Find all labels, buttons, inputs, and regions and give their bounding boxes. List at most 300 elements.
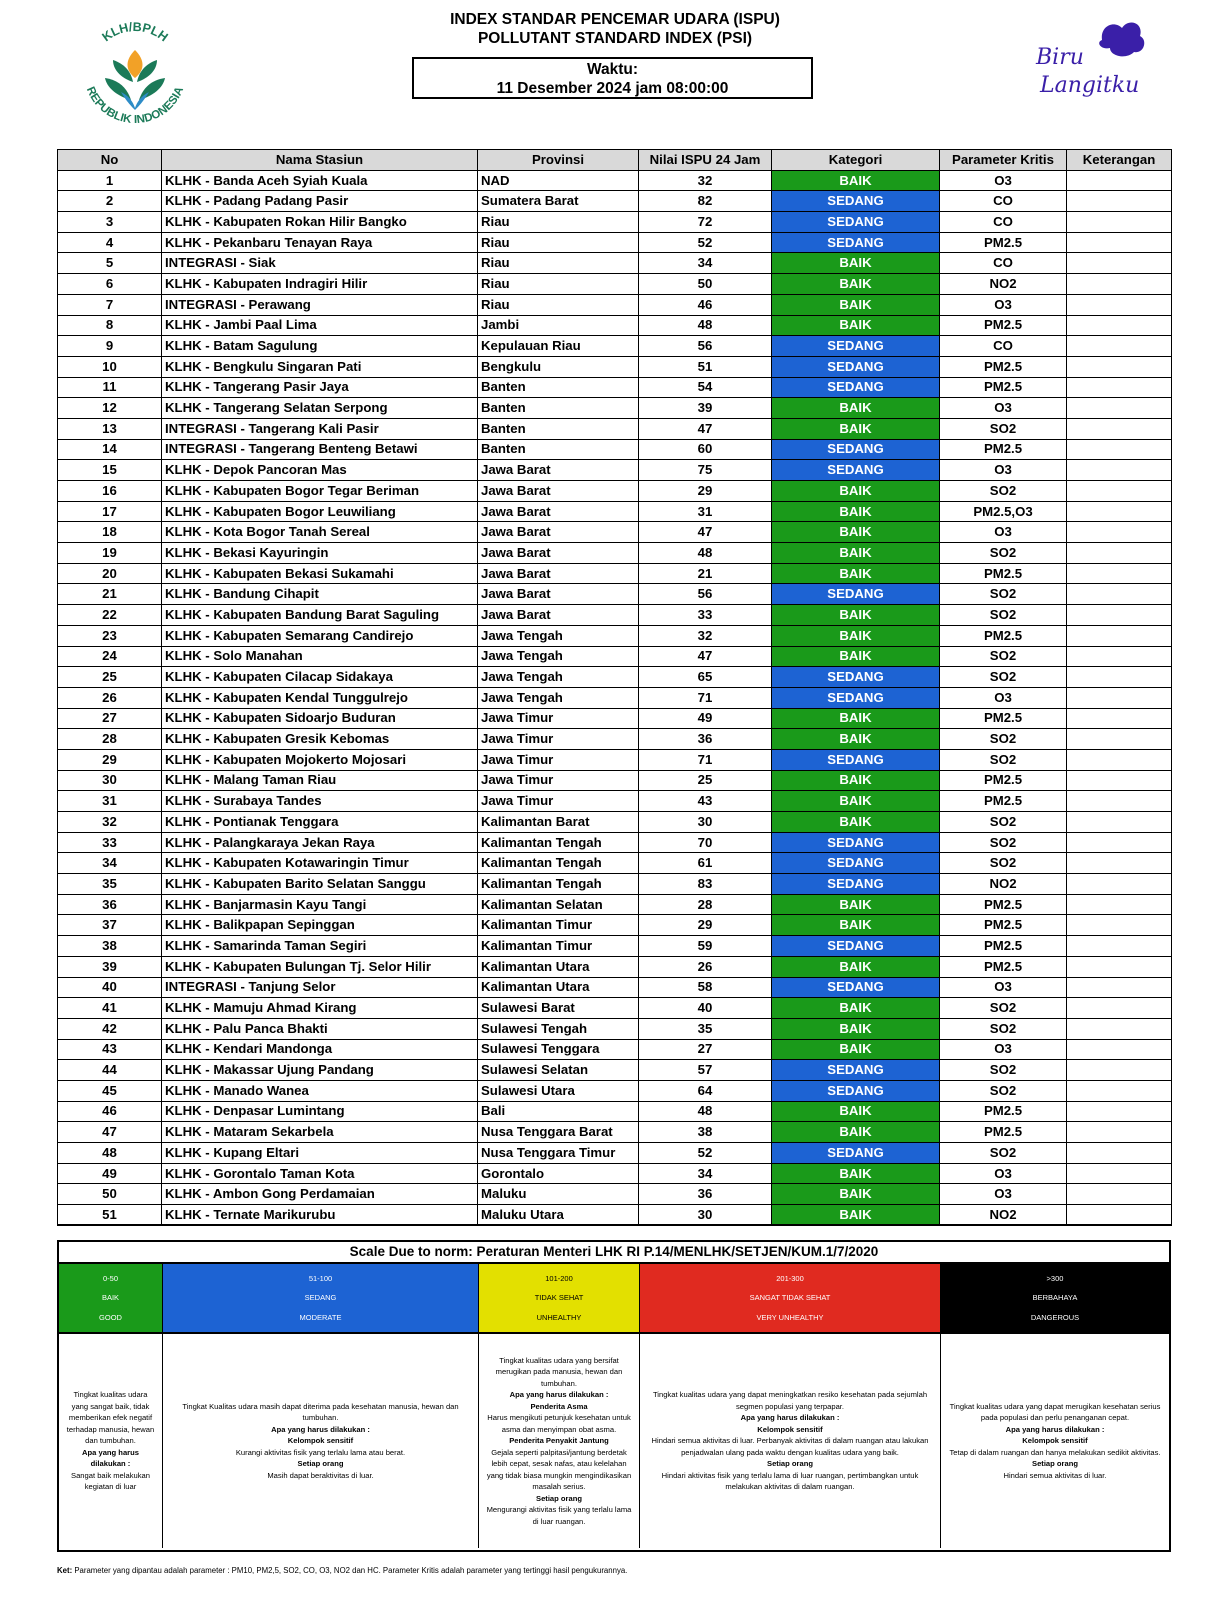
scale-level: [163, 1264, 479, 1332]
cell-nilai-ispu: 36: [639, 1184, 772, 1205]
cell-kategori: BAIK: [772, 729, 940, 750]
scale-levels: [59, 1264, 1169, 1334]
cell-nama-stasiun: INTEGRASI - Perawang: [162, 294, 478, 315]
cell-kategori: BAIK: [772, 170, 940, 191]
table-row: [58, 315, 1172, 336]
time-label: Waktu:: [586, 61, 639, 78]
cell-nilai-ispu: 52: [639, 232, 772, 253]
cell-kategori: BAIK: [772, 274, 940, 295]
table-row: [58, 170, 1172, 191]
table-row: [58, 687, 1172, 708]
cell-keterangan: [1067, 543, 1172, 564]
cell-parameter-kritis: SO2: [940, 667, 1067, 688]
cell-keterangan: [1067, 1122, 1172, 1143]
cell-keterangan: [1067, 956, 1172, 977]
cell-keterangan: [1067, 356, 1172, 377]
scale-level-english: GOOD: [99, 1312, 122, 1322]
table-body: [58, 170, 1172, 1225]
scale-level-range: 201-300: [776, 1274, 804, 1284]
cell-keterangan: [1067, 501, 1172, 522]
cell-kategori: SEDANG: [772, 667, 940, 688]
cell-nilai-ispu: 43: [639, 791, 772, 812]
cell-provinsi: Kalimantan Utara: [478, 956, 639, 977]
cell-kategori: BAIK: [772, 915, 940, 936]
scale-level-name: BAIK: [101, 1293, 120, 1303]
cell-kategori: SEDANG: [772, 1060, 940, 1081]
cell-kategori: SEDANG: [772, 749, 940, 770]
cell-parameter-kritis: O3: [940, 1039, 1067, 1060]
cell-kategori: SEDANG: [772, 356, 940, 377]
cell-parameter-kritis: PM2.5: [940, 915, 1067, 936]
table-row: [58, 1101, 1172, 1122]
cell-keterangan: [1067, 191, 1172, 212]
description-line: Sangat baik melakukan kegiatan di luar: [71, 1470, 150, 1492]
cell-keterangan: [1067, 1101, 1172, 1122]
cell-nama-stasiun: KLHK - Bandung Cihapit: [162, 584, 478, 605]
scale-level: [59, 1264, 163, 1332]
table-row: [58, 936, 1172, 957]
cell-kategori: BAIK: [772, 605, 940, 626]
scale-level-english: MODERATE: [299, 1312, 342, 1322]
cell-keterangan: [1067, 1205, 1172, 1226]
cell-kategori: BAIK: [772, 1122, 940, 1143]
cell-parameter-kritis: CO: [940, 336, 1067, 357]
cell-keterangan: [1067, 874, 1172, 895]
cell-keterangan: [1067, 336, 1172, 357]
cell-nama-stasiun: KLHK - Kabupaten Barito Selatan Sanggu: [162, 874, 478, 895]
cell-nilai-ispu: 52: [639, 1143, 772, 1164]
cell-parameter-kritis: PM2.5: [940, 791, 1067, 812]
cell-nama-stasiun: KLHK - Tangerang Selatan Serpong: [162, 398, 478, 419]
cell-nama-stasiun: KLHK - Ambon Gong Perdamaian: [162, 1184, 478, 1205]
cell-keterangan: [1067, 791, 1172, 812]
cell-nama-stasiun: KLHK - Kendari Mandonga: [162, 1039, 478, 1060]
cell-kategori: SEDANG: [772, 212, 940, 233]
table-row: [58, 253, 1172, 274]
cell-no: 25: [58, 667, 162, 688]
cell-nama-stasiun: KLHK - Balikpapan Sepinggan: [162, 915, 478, 936]
table-row: [58, 356, 1172, 377]
cell-keterangan: [1067, 646, 1172, 667]
scale-description: [941, 1334, 1169, 1548]
cell-nilai-ispu: 47: [639, 646, 772, 667]
cell-no: 34: [58, 853, 162, 874]
scale-description: [163, 1334, 479, 1548]
cell-provinsi: Maluku Utara: [478, 1205, 639, 1226]
cell-nama-stasiun: KLHK - Kabupaten Cilacap Sidakaya: [162, 667, 478, 688]
cell-no: 22: [58, 605, 162, 626]
cell-nilai-ispu: 33: [639, 605, 772, 626]
cell-nama-stasiun: KLHK - Depok Pancoran Mas: [162, 460, 478, 481]
cell-no: 7: [58, 294, 162, 315]
cell-kategori: SEDANG: [772, 936, 940, 957]
cell-provinsi: Jawa Barat: [478, 605, 639, 626]
table-row: [58, 377, 1172, 398]
description-line: Apa yang harus dilakukan :: [1005, 1424, 1105, 1434]
table-row: [58, 812, 1172, 833]
page-title: [400, 10, 830, 48]
cell-no: 10: [58, 356, 162, 377]
cell-keterangan: [1067, 853, 1172, 874]
scale-descriptions: [59, 1334, 1169, 1548]
cell-nilai-ispu: 30: [639, 812, 772, 833]
cell-parameter-kritis: SO2: [940, 646, 1067, 667]
cell-kategori: BAIK: [772, 563, 940, 584]
title-ispu: INDEX STANDAR PENCEMAR UDARA (ISPU): [450, 11, 780, 28]
cell-keterangan: [1067, 749, 1172, 770]
cell-nilai-ispu: 29: [639, 915, 772, 936]
description-line: Setiap orang: [767, 1459, 813, 1469]
cell-keterangan: [1067, 315, 1172, 336]
cell-parameter-kritis: PM2.5: [940, 563, 1067, 584]
scale-level-name: SEDANG: [304, 1293, 337, 1303]
cell-nama-stasiun: KLHK - Solo Manahan: [162, 646, 478, 667]
cell-nilai-ispu: 82: [639, 191, 772, 212]
cell-nilai-ispu: 59: [639, 936, 772, 957]
cell-no: 30: [58, 770, 162, 791]
cell-provinsi: Jawa Barat: [478, 481, 639, 502]
cell-nilai-ispu: 48: [639, 315, 772, 336]
cell-provinsi: Jawa Barat: [478, 543, 639, 564]
table-row: [58, 274, 1172, 295]
cell-parameter-kritis: O3: [940, 398, 1067, 419]
cell-nilai-ispu: 28: [639, 894, 772, 915]
table-row: [58, 998, 1172, 1019]
cell-provinsi: Riau: [478, 274, 639, 295]
description-line: Apa yang harus dilakukan :: [271, 1424, 370, 1434]
cell-nilai-ispu: 60: [639, 439, 772, 460]
cell-no: 26: [58, 687, 162, 708]
scale-level-range: 101-200: [545, 1274, 573, 1284]
col-header-provinsi: Provinsi: [478, 150, 639, 171]
cell-parameter-kritis: O3: [940, 687, 1067, 708]
cell-parameter-kritis: NO2: [940, 1205, 1067, 1226]
cell-kategori: BAIK: [772, 708, 940, 729]
cell-nilai-ispu: 57: [639, 1060, 772, 1081]
cell-nama-stasiun: KLHK - Kabupaten Bogor Tegar Beriman: [162, 481, 478, 502]
cell-kategori: BAIK: [772, 253, 940, 274]
scale-description: [640, 1334, 941, 1548]
scale-level-english: UNHEALTHY: [536, 1312, 582, 1322]
cell-nama-stasiun: INTEGRASI - Siak: [162, 253, 478, 274]
cell-no: 14: [58, 439, 162, 460]
cell-provinsi: Riau: [478, 212, 639, 233]
table-row: [58, 832, 1172, 853]
cell-parameter-kritis: O3: [940, 170, 1067, 191]
cell-provinsi: Jawa Barat: [478, 563, 639, 584]
cell-nama-stasiun: INTEGRASI - Tanjung Selor: [162, 977, 478, 998]
scale-description: [59, 1334, 163, 1548]
cell-nama-stasiun: KLHK - Kota Bogor Tanah Sereal: [162, 522, 478, 543]
cell-nilai-ispu: 21: [639, 563, 772, 584]
cell-keterangan: [1067, 398, 1172, 419]
cell-parameter-kritis: NO2: [940, 874, 1067, 895]
cell-nilai-ispu: 50: [639, 274, 772, 295]
description-line: Harus mengikuti petunjuk kesehatan untuk asma dan menyimpan obat asma.: [487, 1413, 631, 1434]
cell-provinsi: Jawa Barat: [478, 584, 639, 605]
cell-nilai-ispu: 32: [639, 170, 772, 191]
cell-no: 46: [58, 1101, 162, 1122]
cell-no: 50: [58, 1184, 162, 1205]
description-line: Apa yang harus dilakukan :: [82, 1447, 139, 1469]
cell-kategori: BAIK: [772, 1039, 940, 1060]
cell-keterangan: [1067, 294, 1172, 315]
cell-provinsi: Sulawesi Selatan: [478, 1060, 639, 1081]
table-row: [58, 956, 1172, 977]
scale-level: [941, 1264, 1169, 1332]
cell-parameter-kritis: SO2: [940, 1080, 1067, 1101]
description-line: Mengurangi aktivitas fisik yang terlalu lama di luar ruangan.: [486, 1505, 632, 1526]
cell-provinsi: Banten: [478, 418, 639, 439]
cell-parameter-kritis: SO2: [940, 418, 1067, 439]
cell-provinsi: Kalimantan Utara: [478, 977, 639, 998]
cell-no: 37: [58, 915, 162, 936]
time-box: [412, 57, 813, 99]
cell-parameter-kritis: PM2.5: [940, 1101, 1067, 1122]
cell-kategori: BAIK: [772, 770, 940, 791]
cell-parameter-kritis: SO2: [940, 812, 1067, 833]
cell-no: 51: [58, 1205, 162, 1226]
cell-nilai-ispu: 48: [639, 1101, 772, 1122]
cell-no: 24: [58, 646, 162, 667]
cell-kategori: BAIK: [772, 1018, 940, 1039]
cell-provinsi: Kalimantan Timur: [478, 936, 639, 957]
cell-parameter-kritis: O3: [940, 1184, 1067, 1205]
logo-text-bottom: REPUBLIK INDONESIA: [83, 85, 187, 127]
cell-kategori: SEDANG: [772, 460, 940, 481]
cell-keterangan: [1067, 812, 1172, 833]
cell-keterangan: [1067, 687, 1172, 708]
scale-level-name: BERBAHAYA: [1032, 1293, 1078, 1303]
cell-parameter-kritis: PM2.5: [940, 708, 1067, 729]
cell-nilai-ispu: 26: [639, 956, 772, 977]
cell-no: 43: [58, 1039, 162, 1060]
cell-keterangan: [1067, 274, 1172, 295]
description-line: Gejala seperti palpitasi/jantung berdetak lebih cepat, sesak nafas, atau kelelahan yang tidak biasa mungkin mengindikasikan masalah serius.: [486, 1447, 632, 1492]
cell-no: 5: [58, 253, 162, 274]
logo-text-line2: Langitku: [1040, 73, 1140, 98]
logo-text-top: KLH/BPLH: [99, 19, 171, 45]
cell-parameter-kritis: SO2: [940, 832, 1067, 853]
cell-keterangan: [1067, 439, 1172, 460]
cell-no: 15: [58, 460, 162, 481]
cell-parameter-kritis: SO2: [940, 605, 1067, 626]
cell-no: 2: [58, 191, 162, 212]
cell-parameter-kritis: O3: [940, 294, 1067, 315]
description-line: Hindari aktivitas fisik yang terlalu lama di luar ruangan, pertimbangkan untuk melakukan aktivitas di dalam ruangan.: [661, 1470, 919, 1492]
description-line: Kelompok sensitif: [287, 1436, 354, 1446]
table-row: [58, 584, 1172, 605]
table-row: [58, 1039, 1172, 1060]
cell-provinsi: Maluku: [478, 1184, 639, 1205]
cell-kategori: BAIK: [772, 1163, 940, 1184]
cell-no: 27: [58, 708, 162, 729]
cell-nilai-ispu: 58: [639, 977, 772, 998]
cell-nilai-ispu: 64: [639, 1080, 772, 1101]
cell-provinsi: Kalimantan Selatan: [478, 894, 639, 915]
col-header-parameter-kritis: Parameter Kritis: [940, 150, 1067, 171]
cell-kategori: SEDANG: [772, 832, 940, 853]
cell-nama-stasiun: KLHK - Bekasi Kayuringin: [162, 543, 478, 564]
cell-kategori: SEDANG: [772, 853, 940, 874]
cell-nilai-ispu: 34: [639, 253, 772, 274]
biru-langitku-logo: [1030, 14, 1150, 104]
cell-provinsi: Jawa Barat: [478, 460, 639, 481]
cell-no: 47: [58, 1122, 162, 1143]
cell-nilai-ispu: 40: [639, 998, 772, 1019]
cell-keterangan: [1067, 481, 1172, 502]
cell-nama-stasiun: KLHK - Tangerang Pasir Jaya: [162, 377, 478, 398]
cell-no: 16: [58, 481, 162, 502]
cell-nama-stasiun: KLHK - Gorontalo Taman Kota: [162, 1163, 478, 1184]
cell-no: 4: [58, 232, 162, 253]
cell-nilai-ispu: 36: [639, 729, 772, 750]
table-row: [58, 729, 1172, 750]
table-row: [58, 563, 1172, 584]
cell-provinsi: Sulawesi Tenggara: [478, 1039, 639, 1060]
cell-kategori: BAIK: [772, 646, 940, 667]
cell-nama-stasiun: KLHK - Jambi Paal Lima: [162, 315, 478, 336]
cell-nilai-ispu: 72: [639, 212, 772, 233]
table-row: [58, 874, 1172, 895]
description-line: Hindari semua aktivitas di luar.: [1003, 1470, 1107, 1480]
cell-no: 13: [58, 418, 162, 439]
col-header-kategori: Kategori: [772, 150, 940, 171]
cell-no: 6: [58, 274, 162, 295]
cell-nilai-ispu: 34: [639, 1163, 772, 1184]
cell-nilai-ispu: 25: [639, 770, 772, 791]
cell-keterangan: [1067, 998, 1172, 1019]
cell-no: 18: [58, 522, 162, 543]
cell-keterangan: [1067, 563, 1172, 584]
cell-kategori: BAIK: [772, 1101, 940, 1122]
description-line: Penderita Asma: [530, 1401, 588, 1411]
cell-keterangan: [1067, 418, 1172, 439]
description-line: Apa yang harus dilakukan :: [509, 1390, 609, 1400]
cell-no: 28: [58, 729, 162, 750]
cell-parameter-kritis: PM2.5,O3: [940, 501, 1067, 522]
cell-kategori: BAIK: [772, 812, 940, 833]
cell-no: 8: [58, 315, 162, 336]
cell-keterangan: [1067, 1060, 1172, 1081]
cell-parameter-kritis: PM2.5: [940, 315, 1067, 336]
cell-parameter-kritis: PM2.5: [940, 894, 1067, 915]
table-row: [58, 543, 1172, 564]
cell-nilai-ispu: 39: [639, 398, 772, 419]
description-line: Kelompok sensitif: [757, 1424, 823, 1434]
cell-kategori: BAIK: [772, 1205, 940, 1226]
cell-parameter-kritis: SO2: [940, 1018, 1067, 1039]
cell-nama-stasiun: KLHK - Kabupaten Gresik Kebomas: [162, 729, 478, 750]
table-row: [58, 791, 1172, 812]
cell-parameter-kritis: SO2: [940, 749, 1067, 770]
cell-no: 9: [58, 336, 162, 357]
cell-nama-stasiun: KLHK - Denpasar Lumintang: [162, 1101, 478, 1122]
scale-level-english: DANGEROUS: [1030, 1312, 1080, 1322]
logo-text-line1: Biru: [1036, 45, 1084, 70]
cell-provinsi: Jawa Barat: [478, 522, 639, 543]
cell-keterangan: [1067, 584, 1172, 605]
cell-no: 33: [58, 832, 162, 853]
cell-no: 12: [58, 398, 162, 419]
cell-parameter-kritis: SO2: [940, 729, 1067, 750]
cell-nama-stasiun: KLHK - Kabupaten Indragiri Hilir: [162, 274, 478, 295]
cell-nilai-ispu: 48: [639, 543, 772, 564]
table-row: [58, 294, 1172, 315]
cell-provinsi: Bengkulu: [478, 356, 639, 377]
cell-provinsi: Bali: [478, 1101, 639, 1122]
cell-no: 49: [58, 1163, 162, 1184]
cell-keterangan: [1067, 1080, 1172, 1101]
cell-provinsi: Jawa Tengah: [478, 667, 639, 688]
description-line: Tingkat kualitas udara yang dapat meningkatkan resiko kesehatan pada sejumlah segmen populasi yang terpapar.: [652, 1390, 928, 1411]
cell-provinsi: NAD: [478, 170, 639, 191]
cell-no: 29: [58, 749, 162, 770]
cell-provinsi: Banten: [478, 439, 639, 460]
cell-nilai-ispu: 29: [639, 481, 772, 502]
cell-nama-stasiun: KLHK - Pontianak Tenggara: [162, 812, 478, 833]
cell-nama-stasiun: KLHK - Padang Padang Pasir: [162, 191, 478, 212]
cell-kategori: BAIK: [772, 625, 940, 646]
cell-kategori: BAIK: [772, 956, 940, 977]
time-value: 11 Desember 2024 jam 08:00:00: [496, 80, 729, 97]
description-line: Kurangi aktivitas fisik yang terlalu lama atau berat.: [235, 1447, 406, 1457]
table-row: [58, 1143, 1172, 1164]
cell-provinsi: Nusa Tenggara Timur: [478, 1143, 639, 1164]
cell-keterangan: [1067, 232, 1172, 253]
cell-nilai-ispu: 27: [639, 1039, 772, 1060]
cell-no: 45: [58, 1080, 162, 1101]
cell-nilai-ispu: 71: [639, 749, 772, 770]
col-header-no: No: [58, 150, 162, 171]
cell-nama-stasiun: KLHK - Mataram Sekarbela: [162, 1122, 478, 1143]
cell-keterangan: [1067, 212, 1172, 233]
cell-no: 1: [58, 170, 162, 191]
cell-provinsi: Sulawesi Barat: [478, 998, 639, 1019]
cell-keterangan: [1067, 894, 1172, 915]
cell-parameter-kritis: SO2: [940, 1060, 1067, 1081]
cell-nilai-ispu: 70: [639, 832, 772, 853]
cell-nilai-ispu: 51: [639, 356, 772, 377]
cell-no: 48: [58, 1143, 162, 1164]
table-row: [58, 1184, 1172, 1205]
table-row: [58, 977, 1172, 998]
scale-level-name: SANGAT TIDAK SEHAT: [749, 1293, 831, 1303]
cell-nilai-ispu: 47: [639, 418, 772, 439]
cell-provinsi: Jawa Tengah: [478, 687, 639, 708]
col-header-nama-stasiun: Nama Stasiun: [162, 150, 478, 171]
table-row: [58, 915, 1172, 936]
cell-nilai-ispu: 75: [639, 460, 772, 481]
cell-parameter-kritis: CO: [940, 253, 1067, 274]
table-row: [58, 522, 1172, 543]
cell-parameter-kritis: SO2: [940, 481, 1067, 502]
description-line: Hindari semua aktivitas di luar. Perbanyak aktivitas di dalam ruangan atau lakukan penjadwalan ulang pada waktu dengan kualitas udara yang baik.: [651, 1436, 929, 1457]
cell-no: 17: [58, 501, 162, 522]
scale-description: [479, 1334, 640, 1548]
table-row: [58, 1205, 1172, 1226]
footnote: [57, 1566, 627, 1575]
cell-keterangan: [1067, 1143, 1172, 1164]
cell-parameter-kritis: PM2.5: [940, 936, 1067, 957]
description-line: Tingkat kualitas udara yang sangat baik, tidak memberikan efek negatif terhadap manusia, hewan dan tumbuhan.: [66, 1390, 155, 1446]
cell-provinsi: Kalimantan Tengah: [478, 853, 639, 874]
cell-nilai-ispu: 38: [639, 1122, 772, 1143]
cell-provinsi: Kepulauan Riau: [478, 336, 639, 357]
table-row: [58, 501, 1172, 522]
cell-parameter-kritis: SO2: [940, 998, 1067, 1019]
cell-nama-stasiun: KLHK - Kabupaten Bandung Barat Saguling: [162, 605, 478, 626]
